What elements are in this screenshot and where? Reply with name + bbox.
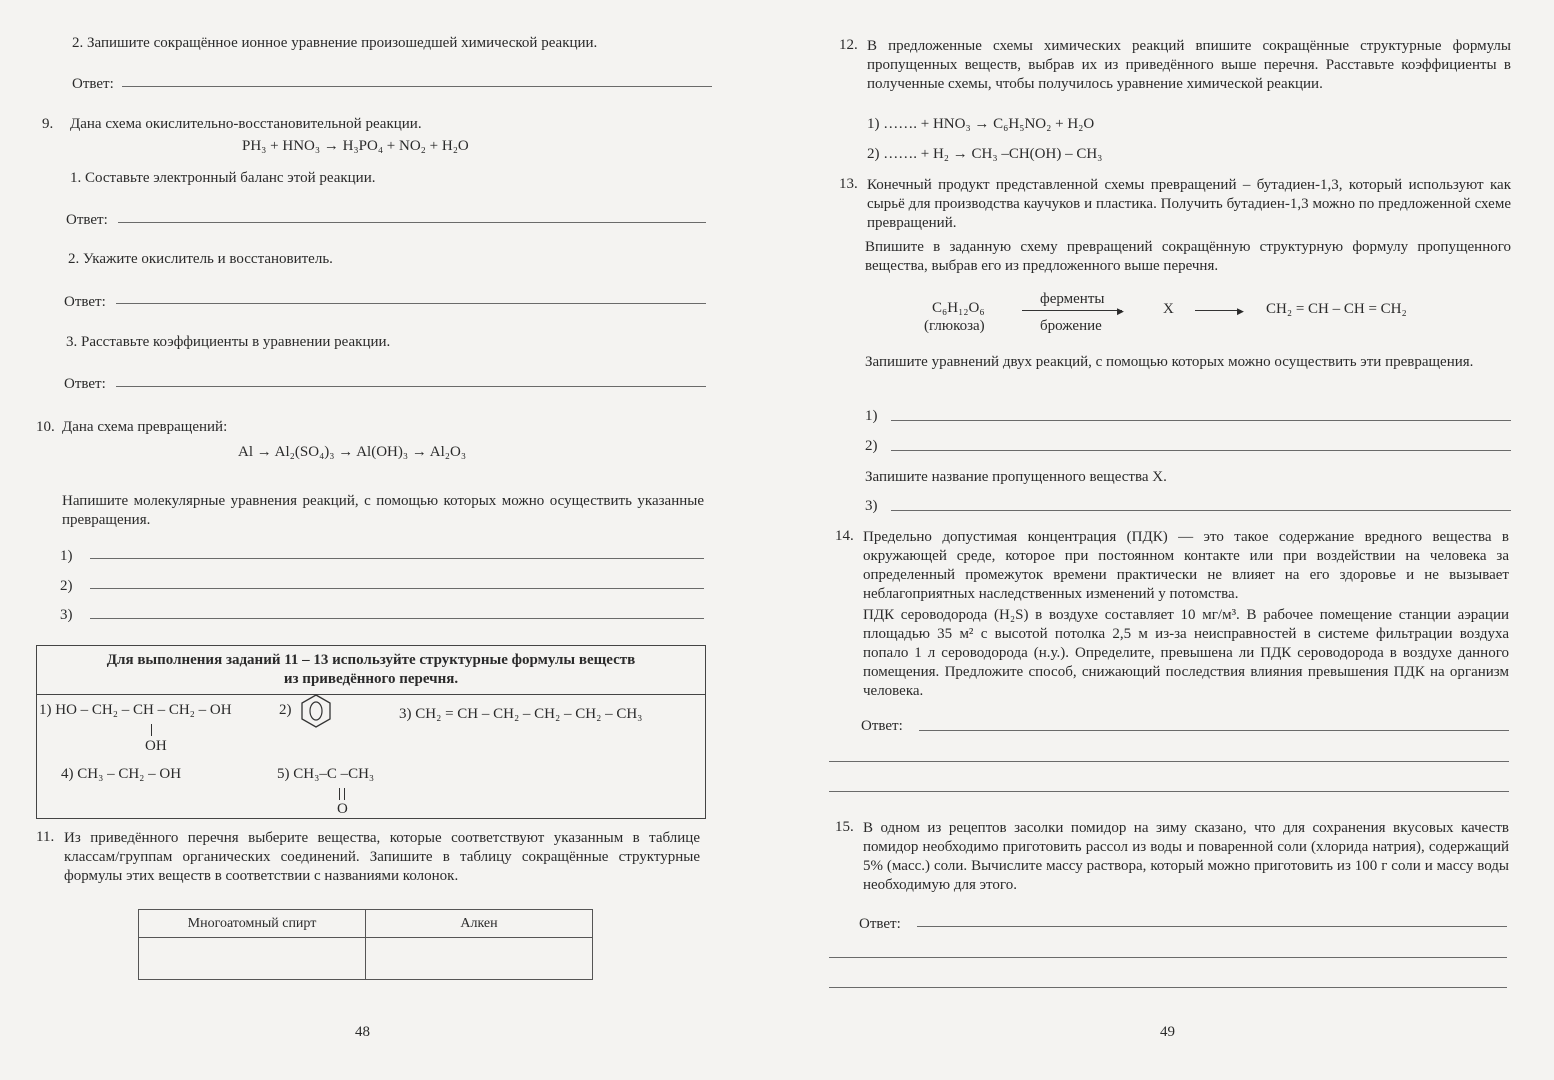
q9-number: 9. bbox=[42, 116, 54, 132]
q8-part2-text: 2. Запишите сокращённое ионное уравнение произошедшей химической реакции. bbox=[72, 35, 598, 51]
q9-part2-answer-label: Ответ: bbox=[64, 294, 106, 310]
q9-part3-answer-label: Ответ: bbox=[64, 376, 106, 392]
q11-text: Из приведённого перечня выберите вещества, которые соответствуют указанным в таблице классам/группам органических соединений. Запишите в таблицу сокращённые структурные формулы этих веществ в соответствии с названиями колонок. bbox=[64, 830, 700, 884]
q13-line-1-label: 1) bbox=[865, 408, 878, 424]
q11-answer-table bbox=[138, 909, 593, 980]
q13-line-2-label: 2) bbox=[865, 438, 878, 454]
q13-answer-line-1[interactable] bbox=[891, 420, 1511, 421]
substance-2-label: 2) bbox=[279, 702, 292, 718]
q10-line-3-label: 3) bbox=[60, 607, 73, 623]
q12-scheme-2: 2) ……. + H₂ → CH₃ –CH(OH) – CH₃ bbox=[867, 146, 1103, 162]
q8-answer-label: Ответ: bbox=[72, 76, 114, 92]
substance-list-box bbox=[36, 645, 706, 819]
substance-5-label: 5) bbox=[277, 766, 290, 782]
substance-5-formula: CH₃–C –CH₃ bbox=[293, 766, 375, 782]
q10-line-1-label: 1) bbox=[60, 548, 73, 564]
q9-part2-answer-line[interactable] bbox=[116, 303, 706, 304]
q12-number: 12. bbox=[839, 37, 858, 53]
q13-arrow-top-label: ферменты bbox=[1040, 291, 1105, 307]
substance-header-line1: Для выполнения заданий 11 – 13 используйте структурные формулы веществ bbox=[106, 652, 636, 668]
q10-task: Напишите молекулярные уравнения реакций, с помощью которых можно осуществить указанные превращения. bbox=[62, 493, 704, 528]
q9-part3-answer-line[interactable] bbox=[116, 386, 706, 387]
substance-1-branch: OH bbox=[145, 738, 167, 754]
q9-part2: 2. Укажите окислитель и восстановитель. bbox=[68, 251, 333, 267]
q14-text1: Предельно допустимая концентрация (ПДК) — это такое содержание вредного вещества в окружающей среде, которое при постоянном контакте или при воздействии на человека за определенный промежуток времени практически не влияет на его здоровье и не вызывает неблагоприятных наследственных изменений у потомства. bbox=[863, 529, 1509, 602]
q13-arrow-2-head: ▶ bbox=[1237, 306, 1244, 316]
q13-text4: Запишите название пропущенного вещества X. bbox=[865, 469, 1167, 485]
substance-1-bond bbox=[151, 724, 152, 736]
q13-arrow-bottom-label: брожение bbox=[1040, 318, 1102, 334]
substance-1 bbox=[39, 702, 232, 719]
q10-answer-line-1[interactable] bbox=[90, 558, 704, 559]
substance-4-label: 4) bbox=[61, 766, 74, 782]
q14-answer-line-1[interactable] bbox=[919, 730, 1509, 731]
substance-list-header bbox=[37, 646, 705, 695]
q13-arrow-2 bbox=[1195, 310, 1241, 311]
q9-part1-answer-label: Ответ: bbox=[66, 212, 108, 228]
q13-end-formula: CH₂ = CH – CH = CH₂ bbox=[1266, 301, 1407, 317]
q14-text2: ПДК сероводорода (H₂S) в воздухе составляет 10 мг/м³. В рабочее помещение станции аэрации площадью 35 м² с высотой потолка 2,5 м из-за неисправностей в системе фильтрации воздуха попало 1 л сероводорода (н.у.). Определите, превышена ли ПДК сероводорода в воздухе данного помещения. Предложите способ, снижающий последствия влияния превышения ПДК на организм человека. bbox=[863, 607, 1509, 699]
q11-header-polyol: Многоатомный спирт bbox=[139, 910, 366, 938]
q10-line-2-label: 2) bbox=[60, 578, 73, 594]
substance-1-formula: HO – CH₂ – CH – CH₂ – OH bbox=[55, 702, 232, 718]
substance-4 bbox=[61, 766, 181, 783]
page-number-right: 49 bbox=[1160, 1024, 1175, 1040]
q14-number: 14. bbox=[835, 528, 854, 544]
right-page bbox=[777, 0, 1554, 1080]
q10-answer-line-2[interactable] bbox=[90, 588, 704, 589]
substance-3-label: 3) bbox=[399, 706, 412, 722]
q15-answer-line-2[interactable] bbox=[829, 957, 1507, 958]
q13-answer-line-3[interactable] bbox=[891, 510, 1511, 511]
q9-part1-answer-line[interactable] bbox=[118, 222, 706, 223]
q14-answer-line-3[interactable] bbox=[829, 791, 1509, 792]
q12-text: В предложенные схемы химических реакций впишите сокращённые структурные формулы пропущенных веществ, выбрав их из приведённого выше перечня. Расставьте коэффициенты в полученные схемы, чтобы получилось уравнение химической реакции. bbox=[867, 38, 1511, 92]
substance-4-formula: CH₃ – CH₂ – OH bbox=[77, 766, 182, 782]
q9-equation: PH₃ + HNO₃ → H₃PO₄ + NO₂ + H₂O bbox=[242, 138, 469, 154]
q13-start-formula: C₆H₁₂O₆ bbox=[932, 300, 985, 316]
q10-intro: Дана схема превращений: bbox=[62, 419, 228, 435]
q11-cell-polyol[interactable] bbox=[139, 938, 366, 980]
q13-text2: Впишите в заданную схему превращений сокращённую структурную формулу пропущенного вещества, выбрав его из предложенного выше перечня. bbox=[865, 239, 1511, 274]
q8-answer-line[interactable] bbox=[122, 86, 712, 87]
page-number-left: 48 bbox=[355, 1024, 370, 1040]
substance-3 bbox=[399, 706, 642, 723]
q10-scheme: Al → Al₂(SO₄)₃ → Al(OH)₃ → Al₂O₃ bbox=[238, 444, 467, 460]
q10-number: 10. bbox=[36, 419, 55, 435]
q15-answer-line-1[interactable] bbox=[917, 926, 1507, 927]
q15-answer-line-3[interactable] bbox=[829, 987, 1507, 988]
q9-part1: 1. Составьте электронный баланс этой реакции. bbox=[70, 170, 376, 186]
q13-answer-line-2[interactable] bbox=[891, 450, 1511, 451]
q14-answer-line-2[interactable] bbox=[829, 761, 1509, 762]
substance-header-line2: из приведённого перечня. bbox=[283, 671, 459, 687]
q11-header-alkene: Алкен bbox=[366, 910, 593, 938]
q12-scheme-1: 1) ……. + HNO₃ → C₆H₅NO₂ + H₂O bbox=[867, 116, 1095, 132]
q14-answer-label: Ответ: bbox=[861, 718, 903, 734]
benzene-ring-icon bbox=[299, 693, 333, 729]
q9-part3: 3. Расставьте коэффициенты в уравнении реакции. bbox=[66, 334, 391, 350]
q11-number: 11. bbox=[36, 829, 55, 845]
q13-line-3-label: 3) bbox=[865, 498, 878, 514]
substance-3-formula: CH₂ = CH – CH₂ – CH₂ – CH₂ – CH₃ bbox=[415, 706, 643, 722]
q13-arrow-1 bbox=[1022, 310, 1122, 311]
q15-answer-label: Ответ: bbox=[859, 916, 901, 932]
q13-number: 13. bbox=[839, 176, 858, 192]
substance-1-label: 1) bbox=[39, 702, 52, 718]
substance-5-branch: O bbox=[337, 801, 348, 817]
q9-intro: Дана схема окислительно-восстановительной реакции. bbox=[70, 116, 422, 132]
q10-answer-line-3[interactable] bbox=[90, 618, 704, 619]
q13-text1: Конечный продукт представленной схемы превращений – бутадиен-1,3, который используют как сырьё для производства каучуков и пластика. Получить бутадиен-1,3 можно по предложенной схеме превращений. bbox=[867, 177, 1511, 231]
q15-number: 15. bbox=[835, 819, 854, 835]
q13-arrow-1-head: ▶ bbox=[1117, 306, 1124, 316]
q11-cell-alkene[interactable] bbox=[366, 938, 593, 980]
q13-text3: Запишите уравнений двух реакций, с помощью которых можно осуществить эти превращения. bbox=[865, 354, 1474, 370]
q13-start-name: (глюкоза) bbox=[924, 318, 985, 334]
q15-text: В одном из рецептов засолки помидор на зиму сказано, что для сохранения вкусовых качеств помидор необходимо приготовить рассол из воды и поваренной соли (хлорида натрия), содержащий 5% (масс.) соли. Вычислите массу раствора, который можно приготовить из 100 г соли и массу воды необходимую для этого. bbox=[863, 820, 1509, 893]
substance-5-double-bond bbox=[339, 788, 345, 800]
substance-5 bbox=[277, 766, 374, 783]
q13-x: X bbox=[1163, 301, 1174, 317]
